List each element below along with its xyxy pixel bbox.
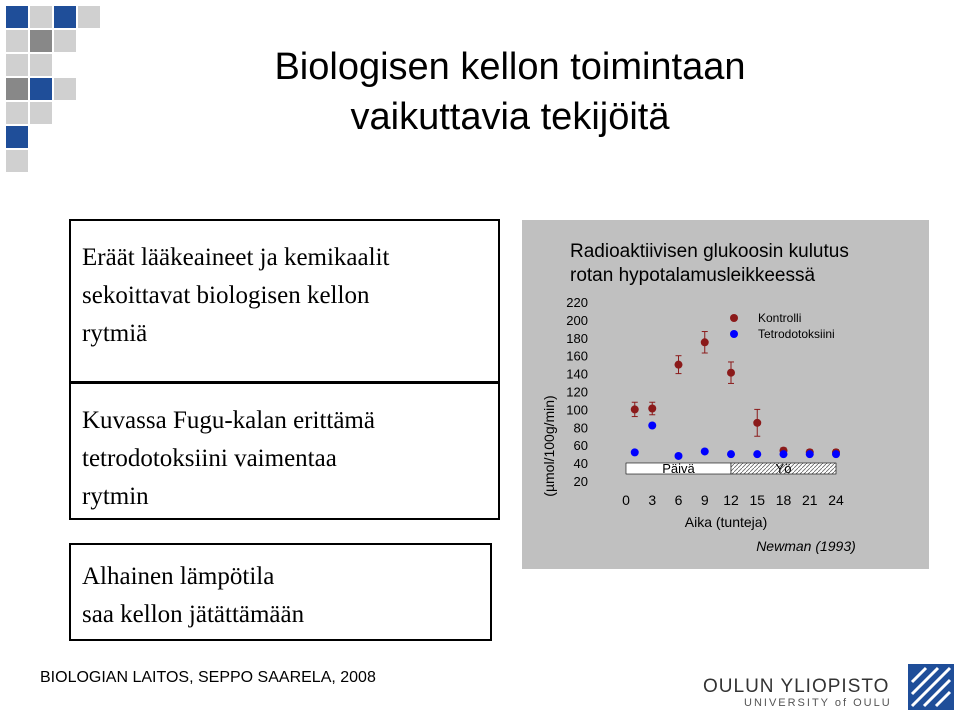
- y-tick-labels: [566, 295, 588, 489]
- university-name-en: UNIVERSITY of OULU: [744, 697, 892, 709]
- footer-department: BIOLOGIAN LAITOS, SEPPO SAARELA, 2008: [40, 669, 376, 686]
- x-tick-label: 15: [749, 492, 766, 508]
- legend-marker-control: [730, 314, 738, 322]
- x-tick-label: 6: [674, 492, 683, 508]
- chart-legend: [730, 311, 835, 341]
- glucose-chart: [522, 220, 929, 569]
- pattern-square: [30, 6, 52, 28]
- pattern-square: [54, 6, 76, 28]
- slide-title-line-2: vaikuttavia tekijöitä: [350, 96, 670, 138]
- chart-title-line-1: Radioaktiivisen glukoosin kulutus: [570, 241, 849, 262]
- pattern-square: [6, 6, 28, 28]
- slide-title-line-1: Biologisen kellon toimintaan: [274, 46, 746, 88]
- point-control: [675, 361, 683, 369]
- text-line: Kuvassa Fugu-kalan erittämä: [82, 407, 375, 434]
- chart-title-line-2: rotan hypotalamusleikkeessä: [570, 265, 816, 286]
- pattern-square: [78, 6, 100, 28]
- text-line: rytmin: [82, 483, 149, 510]
- x-tick-label: 12: [723, 492, 739, 508]
- point-ttx: [780, 450, 788, 458]
- pattern-square: [30, 102, 52, 124]
- text-box-fugu: [69, 382, 500, 520]
- day-period-label: Päivä: [662, 461, 695, 476]
- x-tick-label: 9: [700, 492, 709, 508]
- x-tick-label: 24: [828, 492, 844, 508]
- point-control: [701, 338, 709, 346]
- y-tick-label: 100: [566, 402, 588, 418]
- x-tick-label: 18: [775, 492, 792, 508]
- pattern-square: [6, 102, 28, 124]
- slide-title: [170, 42, 850, 142]
- text-box-drugs: [69, 219, 500, 383]
- pattern-square: [30, 30, 52, 52]
- pattern-square: [30, 78, 52, 100]
- x-tick-label: 21: [801, 492, 818, 508]
- y-tick-label: 180: [566, 330, 588, 346]
- pattern-square: [6, 78, 28, 100]
- text-line: saa kellon jätättämään: [82, 601, 305, 628]
- error-bars: [632, 332, 839, 456]
- y-tick-label: 20: [573, 474, 588, 489]
- y-tick-label: 200: [566, 312, 588, 328]
- y-tick-label: 60: [573, 438, 588, 454]
- pattern-square: [6, 54, 28, 76]
- y-tick-label: 140: [566, 366, 588, 382]
- legend-marker-ttx: [730, 330, 738, 338]
- point-ttx: [806, 450, 814, 458]
- y-tick-label: 80: [573, 420, 588, 436]
- citation: Newman (1993): [756, 538, 856, 554]
- point-ttx: [832, 450, 840, 458]
- point-ttx: [648, 422, 656, 430]
- university-name-fi: OULUN YLIOPISTO: [703, 676, 890, 697]
- x-tick-label: 0: [622, 492, 630, 508]
- university-logo-icon: [908, 664, 954, 710]
- y-axis-label: (µmol/100g/min): [541, 395, 557, 497]
- x-axis-label: Aika (tunteja): [684, 514, 768, 530]
- text-box-temperature: [69, 543, 492, 641]
- data-points: [631, 338, 840, 460]
- point-control: [631, 405, 639, 413]
- y-tick-label: 120: [566, 384, 588, 400]
- pattern-square: [6, 30, 28, 52]
- night-period-label: Yö: [775, 461, 792, 476]
- point-ttx: [631, 448, 639, 456]
- legend-label-control: Kontrolli: [758, 311, 802, 325]
- text-line: tetrodotoksiini vaimentaa: [82, 445, 337, 472]
- pattern-square: [30, 54, 52, 76]
- text-line: sekoittavat biologisen kellon: [82, 282, 370, 309]
- pattern-square: [6, 126, 28, 148]
- point-control: [753, 419, 761, 427]
- pattern-square: [6, 150, 28, 172]
- point-ttx: [727, 450, 735, 458]
- chart-panel: [522, 220, 929, 569]
- y-tick-label: 160: [566, 348, 588, 364]
- point-control: [648, 405, 656, 413]
- legend-label-ttx: Tetrodotoksiini: [758, 327, 835, 341]
- x-tick-labels: [622, 492, 844, 508]
- text-line: rytmiä: [82, 320, 148, 347]
- text-line: Eräät lääkeaineet ja kemikaalit: [82, 244, 390, 271]
- x-tick-label: 3: [648, 492, 657, 508]
- point-control: [727, 369, 735, 377]
- text-line: Alhainen lämpötila: [82, 563, 275, 590]
- pattern-square: [54, 30, 76, 52]
- point-ttx: [753, 450, 761, 458]
- point-ttx: [701, 447, 709, 455]
- pattern-square: [54, 78, 76, 100]
- point-ttx: [675, 452, 683, 460]
- y-tick-label: 220: [566, 295, 588, 310]
- y-tick-label: 40: [573, 456, 588, 472]
- period-bars: [626, 461, 836, 476]
